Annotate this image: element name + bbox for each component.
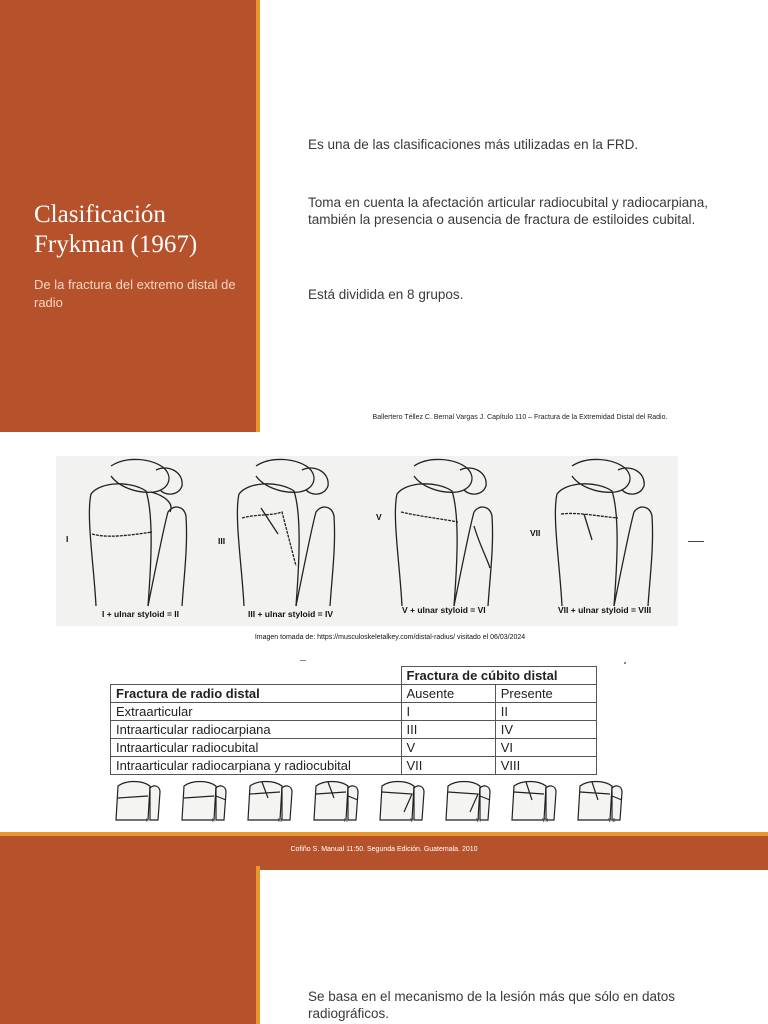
table-cell: Intraarticular radiocarpiana y radiocubital [111, 757, 402, 775]
table-group-header: Fractura de cúbito distal [401, 667, 597, 685]
frykman-table [110, 666, 597, 775]
table-row [111, 757, 597, 775]
decorative-tick [300, 660, 306, 661]
band-citation: Cofiño S. Manual 11:50. Segunda Edición. Guatemala. 2010 [290, 846, 478, 853]
wrist-drawing-1 [89, 459, 186, 606]
fracture-thumbnails [112, 776, 642, 826]
frykman-figure [56, 456, 678, 626]
table-cell: VI [495, 739, 596, 757]
table-row [111, 739, 597, 757]
thumbnail-6 [446, 782, 490, 821]
paragraph-1: Es una de las clasificaciones más utilizadas en la FRD. [308, 137, 639, 152]
table-row [111, 685, 597, 703]
dash-mark [688, 541, 704, 542]
thumbnail-label-7: VII [542, 818, 549, 824]
table-cell: II [495, 703, 596, 721]
citation: Ballertero Téllez C. Bernal Vargas J. Capítulo 110 – Fractura de la Extremidad Distal del Radio. [372, 414, 668, 421]
figure-caption-3: V + ulnar styloid = VI [402, 605, 486, 615]
figure-caption-1: I + ulnar styloid = II [102, 609, 179, 619]
wrist-drawing-4 [555, 459, 652, 606]
paragraph-2: Toma en cuenta la afectación articular radiocubital y radiocarpiana, también la presencia o ausencia de fractura de estiloides cubital. [308, 195, 708, 227]
figure-label-1: I [66, 534, 69, 544]
thumbnail-label-6: VI [476, 818, 481, 824]
wrist-drawing-2 [237, 459, 334, 606]
table-row [111, 667, 597, 685]
table-column-header: Presente [495, 685, 596, 703]
thumbnail-label-2: II [212, 818, 215, 824]
table-cell: VIII [495, 757, 596, 775]
figure-label-3: III [218, 536, 226, 546]
table-cell-empty [111, 667, 402, 685]
figure-caption-4: VII + ulnar styloid = VIII [558, 605, 652, 615]
thumbnail-label-8: VIII [608, 818, 616, 824]
table-cell: VII [401, 757, 495, 775]
decorative-tick [624, 662, 626, 664]
table-cell: Intraarticular radiocarpiana [111, 721, 402, 739]
table-row [111, 721, 597, 739]
thumbnail-3 [248, 782, 292, 821]
thumbnail-4 [314, 782, 358, 821]
thumbnail-label-1: I [146, 818, 148, 824]
table-cell: Intraarticular radiocubital [111, 739, 402, 757]
wrist-illustrations [56, 456, 678, 626]
table-cell: IV [495, 721, 596, 739]
thumbnail-8 [578, 782, 622, 821]
table-cell: V [401, 739, 495, 757]
thumbnail-label-5: V [410, 818, 414, 824]
image-credit: Imagen tomada de: https://musculoskeletalkey.com/distal-radius/ visitado el 06/03/2024 [254, 634, 526, 641]
thumbnail-2 [182, 782, 226, 821]
title-panel-bottom [0, 866, 260, 1024]
table-cell: Extraarticular [111, 703, 402, 721]
thumbnail-1 [116, 782, 160, 821]
wrist-drawing-3 [395, 459, 492, 606]
figure-caption-2: III + ulnar styloid = IV [248, 609, 334, 619]
paragraph-4: Se basa en el mecanismo de la lesión más que sólo en datos radiográficos. [308, 989, 675, 1021]
table-cell: III [401, 721, 495, 739]
figure-label-7: VII [530, 528, 541, 538]
thumbnail-5 [380, 782, 424, 821]
slide-subtitle: De la fractura del extremo distal de radio [34, 277, 236, 310]
thumbnail-label-3: III [278, 818, 283, 824]
table-row [111, 703, 597, 721]
table-column-header: Ausente [401, 685, 495, 703]
table-row-header: Fractura de radio distal [111, 685, 402, 703]
thumbnail-label-4: IV [344, 818, 349, 824]
table-cell: I [401, 703, 495, 721]
slide-title: Clasificación Frykman (1967) [34, 201, 198, 258]
figure-label-5: V [376, 512, 382, 522]
thumbnail-7 [512, 782, 556, 821]
paragraph-3: Está dividida en 8 grupos. [308, 287, 464, 302]
fracture-thumbnail-strip [112, 776, 642, 826]
